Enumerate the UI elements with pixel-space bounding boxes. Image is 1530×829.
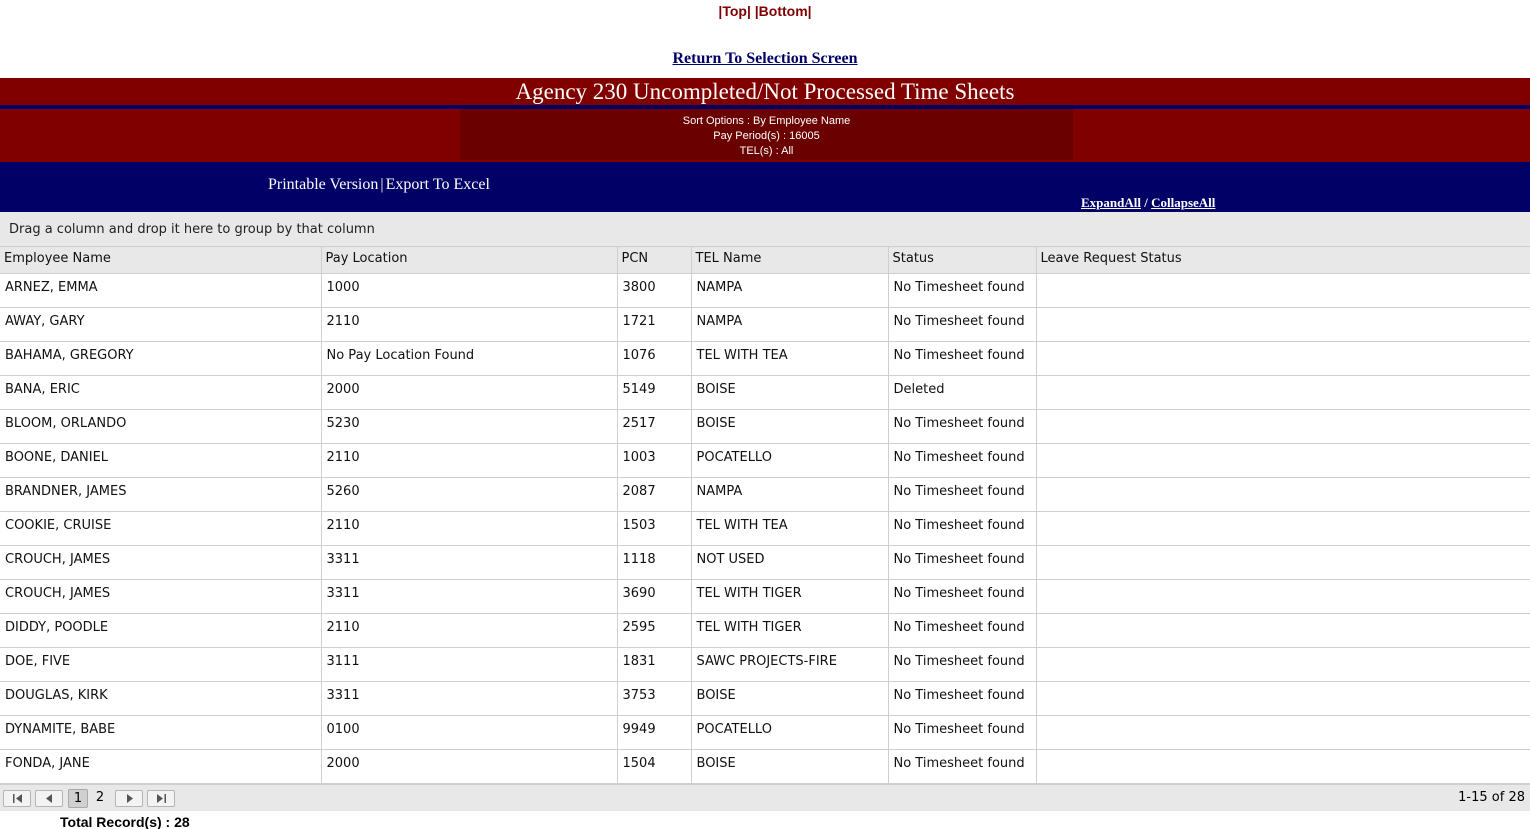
last-page-icon: [156, 794, 167, 803]
leave-request-status-cell: [1036, 681, 1530, 715]
pcn-cell: 1504: [617, 749, 691, 783]
pay-location-cell: 2000: [321, 375, 617, 409]
leave-request-status-cell: [1036, 749, 1530, 783]
table-row[interactable]: [0, 409, 1530, 443]
employee-name-cell: ARNEZ, EMMA: [0, 273, 321, 307]
bottom-link[interactable]: Bottom: [758, 3, 808, 19]
status-cell: No Timesheet found: [888, 681, 1036, 715]
table-row[interactable]: [0, 307, 1530, 341]
pcn-cell: 2517: [617, 409, 691, 443]
tel-name-cell: NAMPA: [691, 273, 888, 307]
pcn-cell: 1003: [617, 443, 691, 477]
pay-location-cell: 2110: [321, 443, 617, 477]
return-to-selection-link[interactable]: Return To Selection Screen: [672, 50, 858, 67]
employee-name-cell: CROUCH, JAMES: [0, 545, 321, 579]
tel-name-cell: BOISE: [691, 681, 888, 715]
pay-location-cell: 2110: [321, 613, 617, 647]
tel-filter: TEL(s) : All: [739, 145, 794, 157]
employee-name-cell: BANA, ERIC: [0, 375, 321, 409]
pay-location-cell: No Pay Location Found: [321, 341, 617, 375]
export-to-excel-link[interactable]: Export To Excel: [385, 176, 490, 193]
column-header-employee-name[interactable]: Employee Name: [0, 247, 321, 273]
collapse-all-link[interactable]: CollapseAll: [1151, 195, 1216, 210]
status-cell: No Timesheet found: [888, 613, 1036, 647]
leave-request-status-cell: [1036, 409, 1530, 443]
pay-location-cell: 3111: [321, 647, 617, 681]
column-header-pcn[interactable]: PCN: [617, 247, 691, 273]
table-row[interactable]: [0, 341, 1530, 375]
status-cell: Deleted: [888, 375, 1036, 409]
report-options: [460, 109, 1073, 160]
pay-location-cell: 0100: [321, 715, 617, 749]
status-cell: No Timesheet found: [888, 443, 1036, 477]
leave-request-status-cell: [1036, 477, 1530, 511]
tel-name-cell: NAMPA: [691, 477, 888, 511]
first-page-icon: [12, 794, 23, 803]
employee-name-cell: AWAY, GARY: [0, 307, 321, 341]
leave-request-status-cell: [1036, 647, 1530, 681]
employee-name-cell: BLOOM, ORLANDO: [0, 409, 321, 443]
tel-name-cell: BOISE: [691, 409, 888, 443]
employee-name-cell: DOE, FIVE: [0, 647, 321, 681]
first-page-button[interactable]: [3, 790, 31, 807]
tel-name-cell: POCATELLO: [691, 443, 888, 477]
tel-name-cell: POCATELLO: [691, 715, 888, 749]
status-cell: No Timesheet found: [888, 307, 1036, 341]
table-row[interactable]: [0, 613, 1530, 647]
top-bottom-links: |Top| |Bottom|: [718, 3, 812, 19]
tel-name-cell: BOISE: [691, 375, 888, 409]
options-band: [0, 109, 1530, 162]
pcn-cell: 1076: [617, 341, 691, 375]
employee-name-cell: COOKIE, CRUISE: [0, 511, 321, 545]
table-row[interactable]: [0, 375, 1530, 409]
pay-location-cell: 2000: [321, 749, 617, 783]
table-row[interactable]: [0, 749, 1530, 783]
status-cell: No Timesheet found: [888, 511, 1036, 545]
pcn-cell: 1503: [617, 511, 691, 545]
timesheet-grid: [0, 247, 1530, 784]
expand-collapse: ExpandAll / CollapseAll: [1081, 195, 1216, 210]
tel-name-cell: TEL WITH TEA: [691, 511, 888, 545]
table-row[interactable]: [0, 681, 1530, 715]
pcn-cell: 3753: [617, 681, 691, 715]
pcn-cell: 9949: [617, 715, 691, 749]
page-title: Agency 230 Uncompleted/Not Processed Time Sheets: [0, 78, 1530, 105]
table-row[interactable]: [0, 443, 1530, 477]
leave-request-status-cell: [1036, 715, 1530, 749]
status-cell: No Timesheet found: [888, 273, 1036, 307]
status-cell: No Timesheet found: [888, 749, 1036, 783]
tel-name-cell: TEL WITH TIGER: [691, 579, 888, 613]
tel-name-cell: BOISE: [691, 749, 888, 783]
pay-location-cell: 5230: [321, 409, 617, 443]
leave-request-status-cell: [1036, 273, 1530, 307]
leave-request-status-cell: [1036, 443, 1530, 477]
return-link-container: [0, 50, 1530, 68]
last-page-button[interactable]: [147, 790, 175, 807]
employee-name-cell: DIDDY, POODLE: [0, 613, 321, 647]
grid-pager: [0, 784, 1530, 811]
leave-request-status-cell: [1036, 511, 1530, 545]
pay-location-cell: 3311: [321, 681, 617, 715]
status-cell: No Timesheet found: [888, 715, 1036, 749]
page-number-2[interactable]: 2: [95, 790, 105, 805]
column-header-pay-location[interactable]: Pay Location: [321, 247, 617, 273]
leave-request-status-cell: [1036, 375, 1530, 409]
pcn-cell: 2087: [617, 477, 691, 511]
table-row[interactable]: [0, 477, 1530, 511]
tel-name-cell: TEL WITH TEA: [691, 341, 888, 375]
tel-name-cell: NOT USED: [691, 545, 888, 579]
pcn-cell: 5149: [617, 375, 691, 409]
column-header-leave-request-status[interactable]: Leave Request Status: [1036, 247, 1530, 273]
table-row[interactable]: [0, 545, 1530, 579]
employee-name-cell: BOONE, DANIEL: [0, 443, 321, 477]
pay-location-cell: 5260: [321, 477, 617, 511]
pay-period: Pay Period(s) : 16005: [713, 130, 820, 142]
status-cell: No Timesheet found: [888, 477, 1036, 511]
leave-request-status-cell: [1036, 579, 1530, 613]
leave-request-status-cell: [1036, 545, 1530, 579]
status-cell: No Timesheet found: [888, 545, 1036, 579]
pcn-cell: 2595: [617, 613, 691, 647]
employee-name-cell: DYNAMITE, BABE: [0, 715, 321, 749]
table-row[interactable]: [0, 647, 1530, 681]
previous-page-button[interactable]: [35, 790, 63, 807]
pay-location-cell: 2110: [321, 511, 617, 545]
next-page-icon: [124, 794, 135, 803]
pay-location-cell: 3311: [321, 579, 617, 613]
status-cell: No Timesheet found: [888, 579, 1036, 613]
column-header-tel-name[interactable]: TEL Name: [691, 247, 888, 273]
tel-name-cell: SAWC PROJECTS-FIRE: [691, 647, 888, 681]
printable-version-link[interactable]: Printable Version: [268, 176, 379, 193]
leave-request-status-cell: [1036, 341, 1530, 375]
employee-name-cell: CROUCH, JAMES: [0, 579, 321, 613]
report-actions: Printable Version | Export To Excel: [268, 176, 490, 193]
employee-name-cell: DOUGLAS, KIRK: [0, 681, 321, 715]
pay-location-cell: 1000: [321, 273, 617, 307]
pcn-cell: 3800: [617, 273, 691, 307]
total-records: Total Record(s) : 28: [60, 814, 190, 829]
group-by-panel[interactable]: Drag a column and drop it here to group by that column: [0, 212, 1530, 247]
pcn-cell: 1721: [617, 307, 691, 341]
status-cell: No Timesheet found: [888, 341, 1036, 375]
sort-options: Sort Options : By Employee Name: [682, 115, 851, 127]
leave-request-status-cell: [1036, 307, 1530, 341]
tel-name-cell: NAMPA: [691, 307, 888, 341]
table-row[interactable]: [0, 715, 1530, 749]
table-row[interactable]: [0, 579, 1530, 613]
table-row[interactable]: [0, 273, 1530, 307]
page-number-1[interactable]: 1: [68, 789, 88, 808]
status-cell: No Timesheet found: [888, 647, 1036, 681]
table-row[interactable]: [0, 511, 1530, 545]
employee-name-cell: FONDA, JANE: [0, 749, 321, 783]
column-header-status[interactable]: Status: [888, 247, 1036, 273]
expand-all-link[interactable]: ExpandAll: [1081, 195, 1141, 210]
pager-info: 1-15 of 28: [1458, 790, 1525, 805]
employee-name-cell: BAHAMA, GREGORY: [0, 341, 321, 375]
leave-request-status-cell: [1036, 613, 1530, 647]
pcn-cell: 3690: [617, 579, 691, 613]
top-link[interactable]: Top: [722, 3, 747, 19]
pay-location-cell: 2110: [321, 307, 617, 341]
grid-header-row: [0, 247, 1530, 273]
tel-name-cell: TEL WITH TIGER: [691, 613, 888, 647]
action-bar: [0, 162, 1530, 212]
status-cell: No Timesheet found: [888, 409, 1036, 443]
pcn-cell: 1831: [617, 647, 691, 681]
next-page-button[interactable]: [115, 790, 143, 807]
pay-location-cell: 3311: [321, 545, 617, 579]
previous-page-icon: [44, 794, 55, 803]
employee-name-cell: BRANDNER, JAMES: [0, 477, 321, 511]
pcn-cell: 1118: [617, 545, 691, 579]
